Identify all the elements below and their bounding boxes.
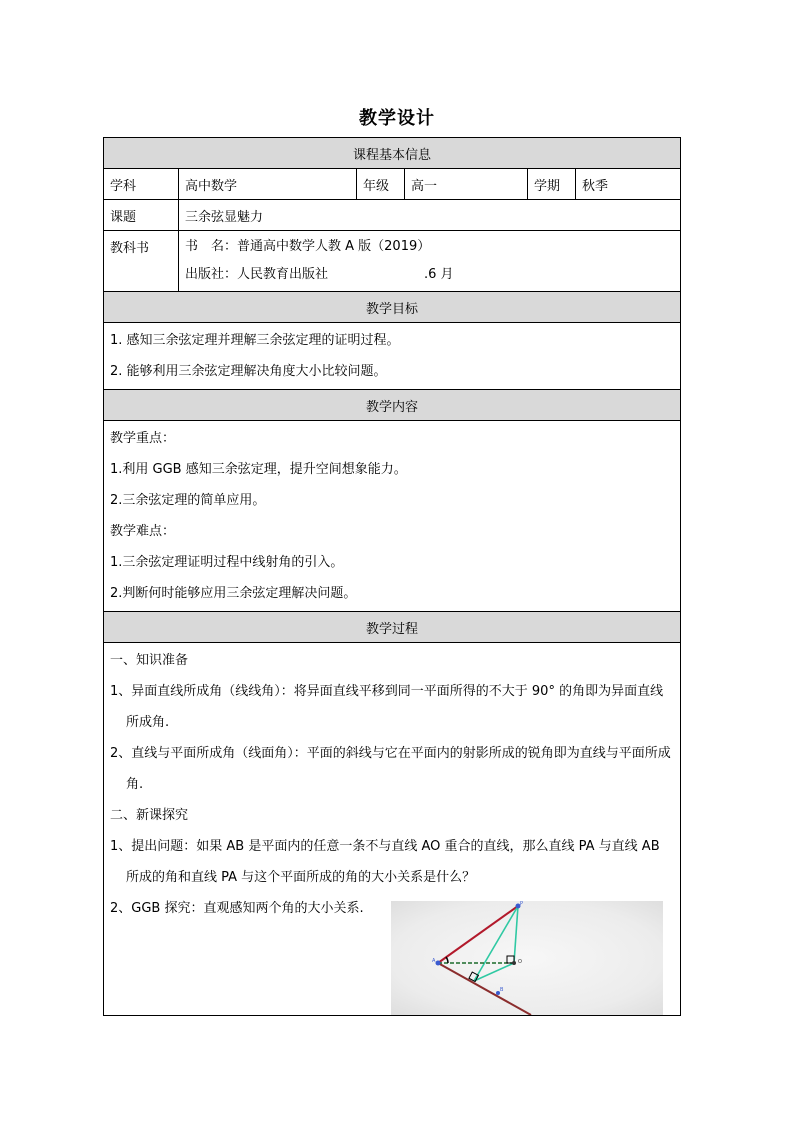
process-item-2: 2、直线与平面所成角（线面角）：平面的斜线与它在平面内的射影所成的锐角即为直线与平面所成角. (110, 746, 671, 792)
label-a: A (432, 958, 436, 964)
ggb-figure (391, 901, 663, 1015)
subject-label: 学科 (104, 169, 179, 200)
label-b: B (500, 987, 504, 993)
key-points-title: 教学重点： (110, 431, 176, 446)
objective-item-1: 1. 感知三余弦定理并理解三余弦定理的证明过程。 (110, 333, 400, 348)
term-label: 学期 (528, 169, 576, 200)
label-o: O (518, 959, 522, 965)
ggb-diagram (391, 901, 663, 1015)
lesson-design-table (103, 137, 681, 1016)
objectives-body (104, 323, 681, 390)
point-o (512, 961, 516, 965)
textbook-info (179, 231, 681, 292)
angle-mark-a (446, 957, 448, 963)
key-point-1: 1.利用 GGB 感知三余弦定理，提升空间想象能力。 (110, 462, 407, 477)
line-po (514, 906, 518, 963)
publisher-date: .6 月 (424, 267, 454, 282)
document-title: 教学设计 (359, 108, 435, 129)
difficulties-title: 教学难点： (110, 524, 176, 539)
process-item-3: 1、提出问题：如果 AB 是平面内的任意一条不与直线 AO 重合的直线，那么直线 PA 与直线 AB 所成的角和直线 PA 与这个平面所成的角的大小关系是什么？ (110, 839, 660, 885)
book-name-line: 书 名：普通高中数学人教 A 版（2019） (185, 239, 431, 254)
grade-value: 高一 (405, 169, 528, 200)
content-body (104, 421, 681, 612)
key-point-2: 2.三余弦定理的简单应用。 (110, 493, 266, 508)
difficulty-2: 2.判断何时能够应用三余弦定理解决问题。 (110, 586, 357, 601)
subject-value: 高中数学 (179, 169, 357, 200)
process-item-4: 2、GGB 探究：直观感知两个角的大小关系. (110, 901, 364, 916)
grade-label: 年级 (357, 169, 405, 200)
term-value: 秋季 (576, 169, 681, 200)
line-pa (438, 906, 518, 963)
line-pb (474, 906, 518, 981)
line-ab (438, 963, 531, 1015)
process-item-1: 1、异面直线所成角（线线角）：将异面直线平移到同一平面所得的不大于 90° 的角即为异面直线所成角. (110, 684, 664, 730)
section-new-lesson: 二、新课探究 (110, 808, 189, 823)
publisher-name: 出版社：人民教育出版社 (185, 267, 329, 282)
textbook-label: 教科书 (104, 231, 179, 292)
point-a (436, 961, 441, 966)
topic-label: 课题 (104, 200, 179, 231)
difficulty-1: 1.三余弦定理证明过程中线射角的引入。 (110, 555, 344, 570)
objectives-header: 教学目标 (104, 292, 681, 323)
topic-value: 三余弦显魅力 (179, 200, 681, 231)
section-knowledge-prep: 一、知识准备 (110, 653, 189, 668)
basic-info-header: 课程基本信息 (104, 138, 681, 169)
ggb-row (110, 893, 674, 1015)
content-header: 教学内容 (104, 390, 681, 421)
label-p: P (520, 901, 524, 907)
process-header: 教学过程 (104, 612, 681, 643)
publisher-line (185, 261, 674, 289)
objective-item-2: 2. 能够利用三余弦定理解决角度大小比较问题。 (110, 364, 387, 379)
process-body (104, 643, 681, 1016)
